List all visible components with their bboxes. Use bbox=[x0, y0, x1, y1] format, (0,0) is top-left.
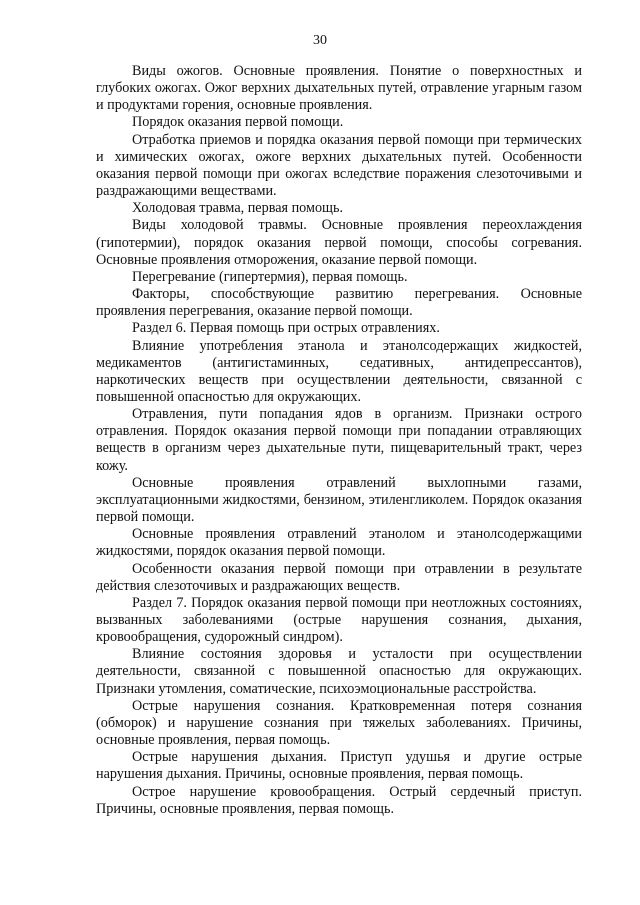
paragraph-burn-types: Виды ожогов. Основные проявления. Понятие о поверхностных и глубоких ожогах. Ожог верхних дыхательных путей, отравление угарным газом и продуктами горения, основные проявления. bbox=[96, 63, 582, 114]
paragraph-consciousness-disorders: Острые нарушения сознания. Кратковременная потеря сознания (обморок) и нарушение сознания при тяжелых заболеваниях. Причины, основные проявления, первая помощь. bbox=[96, 697, 582, 749]
paragraph-cold-injury-types: Виды холодовой травмы. Основные проявления переохлаждения (гипотермии), порядок оказания первой помощи, способы согревания. Основные проявления отморожения, оказание первой помощи. bbox=[96, 217, 582, 268]
document-body bbox=[96, 63, 582, 818]
section-heading-6: Раздел 6. Первая помощь при острых отравлениях. bbox=[132, 320, 440, 337]
paragraph-exhaust-poisoning: Основные проявления отравлений выхлопными газами, эксплуатационными жидкостями, бензином, этиленгликолем. Порядок оказания первой помощи. bbox=[96, 474, 582, 526]
section-heading-7: Раздел 7. Порядок оказания первой помощи при неотложных состояниях, вызванных заболеваниями (острые нарушения сознания, дыхания, кровообращения, судорожный синдром). bbox=[96, 594, 582, 646]
paragraph-burn-practice: Отработка приемов и порядка оказания первой помощи при термических и химических ожогах, ожоге верхних дыхательных путей. Особенности оказания первой помощи при ожогах вследствие поражения слезоточивыми и раздражающими веществами. bbox=[96, 131, 582, 200]
paragraph-health-fatigue: Влияние состояния здоровья и усталости при осуществлении деятельности, связанной с повышенной опасностью для окружающих. Признаки утомления, соматические, психоэмоциональные расстройства. bbox=[96, 646, 582, 697]
paragraph-irritant-poisoning: Особенности оказания первой помощи при отравлении в результате действия слезоточивых и раздражающих веществ. bbox=[96, 560, 582, 594]
paragraph-ethanol-influence: Влияние употребления этанола и этанолсодержащих жидкостей, медикаментов (антигистаминных, седативных, антидепрессантов), наркотических веществ при осуществлении деятельности, связанной с повышенной опасностью для окружающих. bbox=[96, 337, 582, 405]
paragraph-first-aid-procedure: Порядок оказания первой помощи. bbox=[132, 114, 344, 131]
paragraph-breathing-disorders: Острые нарушения дыхания. Приступ удушья и другие острые нарушения дыхания. Причины, основные проявления, первая помощь. bbox=[96, 749, 582, 783]
page-number: 30 bbox=[313, 33, 327, 48]
paragraph-circulation-disorders: Острое нарушение кровообращения. Острый сердечный приступ. Причины, основные проявления, первая помощь. bbox=[96, 783, 582, 817]
paragraph-overheating-factors: Факторы, способствующие развитию перегревания. Основные проявления перегревания, оказание первой помощи. bbox=[96, 286, 582, 320]
paragraph-cold-injury: Холодовая травма, первая помощь. bbox=[132, 200, 344, 217]
paragraph-ethanol-poisoning: Основные проявления отравлений этанолом и этанолсодержащими жидкостями, порядок оказания первой помощи. bbox=[96, 526, 582, 560]
paragraph-overheating: Перегревание (гипертермия), первая помощь. bbox=[132, 268, 408, 285]
paragraph-poisoning-routes: Отравления, пути попадания ядов в организм. Признаки острого отравления. Порядок оказания первой помощи при попадании отравляющих веществ в организм через дыхательные пути, пищеварительный тракт, через кожу. bbox=[96, 406, 582, 474]
